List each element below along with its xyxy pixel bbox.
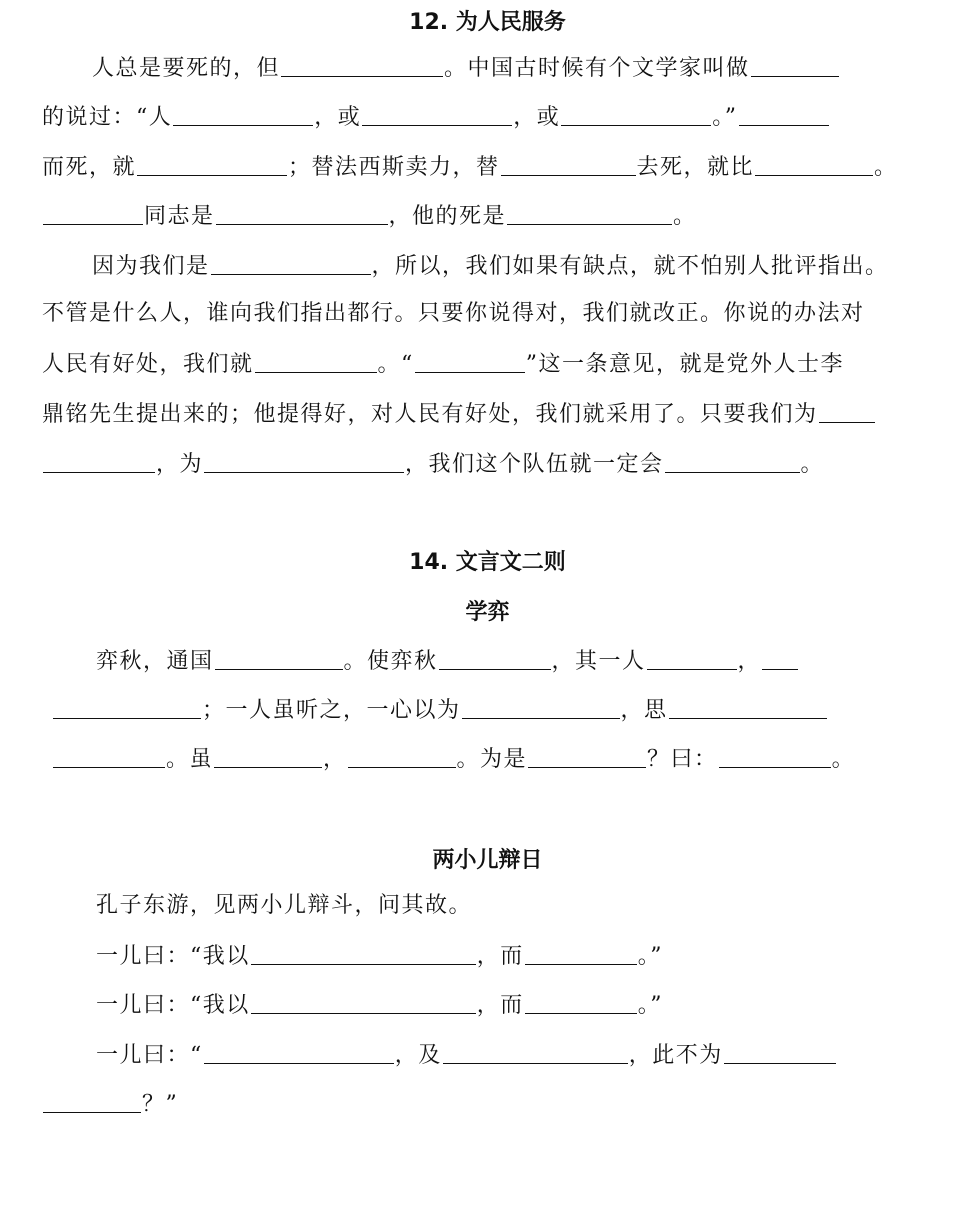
text-segment: ， xyxy=(323,747,347,772)
text-segment: ，或 xyxy=(314,105,362,130)
answer-blank[interactable] xyxy=(43,1086,141,1113)
text-line xyxy=(42,99,830,133)
text-segment: 。” xyxy=(712,105,738,130)
text-line xyxy=(96,987,663,1021)
text-segment: ，而 xyxy=(476,993,524,1018)
text-line xyxy=(42,1086,178,1120)
answer-blank[interactable] xyxy=(525,987,637,1014)
text-segment: ，及 xyxy=(394,1043,442,1068)
text-segment: 鼎铭先生提出来的；他提得好，对人民有好处，我们就采用了。只要我们为 xyxy=(42,402,818,427)
text-line xyxy=(92,50,840,84)
answer-blank[interactable] xyxy=(53,741,165,768)
text-line xyxy=(96,643,799,677)
answer-blank[interactable] xyxy=(755,149,873,176)
answer-blank[interactable] xyxy=(281,50,443,77)
answer-blank[interactable] xyxy=(501,149,636,176)
answer-blank[interactable] xyxy=(719,741,831,768)
answer-blank[interactable] xyxy=(251,938,476,965)
answer-blank[interactable] xyxy=(739,99,829,126)
text-line xyxy=(52,692,828,726)
answer-blank[interactable] xyxy=(669,692,827,719)
text-line xyxy=(96,1037,837,1071)
answer-blank[interactable] xyxy=(443,1037,628,1064)
text-segment: 。中国古时候有个文学家叫做 xyxy=(444,56,750,81)
text-segment: 的说过：“人 xyxy=(42,105,173,130)
section-title-14: 14. 文言文二则 xyxy=(409,550,566,575)
text-segment: ，他的死是 xyxy=(388,204,507,229)
text-line xyxy=(42,346,844,380)
subtitle-xueyi: 学弈 xyxy=(465,600,510,625)
text-segment: 。 xyxy=(831,747,856,772)
text-line xyxy=(42,198,697,232)
text-segment: 一儿曰：“我以 xyxy=(96,993,250,1018)
text-segment: 而死，就 xyxy=(42,155,137,180)
answer-blank[interactable] xyxy=(561,99,711,126)
text-segment: 。” xyxy=(637,993,664,1018)
answer-blank[interactable] xyxy=(53,692,201,719)
answer-blank[interactable] xyxy=(439,643,551,670)
text-segment: ， xyxy=(737,649,762,674)
text-segment: 。使弈秋 xyxy=(343,649,438,674)
answer-blank[interactable] xyxy=(362,99,512,126)
text-segment: ，此不为 xyxy=(628,1043,723,1068)
text-segment: 。 xyxy=(800,452,825,477)
text-line xyxy=(42,149,898,183)
text-segment: ；替法西斯卖力，替 xyxy=(288,155,500,180)
answer-blank[interactable] xyxy=(415,346,525,373)
text-line xyxy=(92,248,889,282)
text-segment: 。为是 xyxy=(456,747,528,772)
answer-blank[interactable] xyxy=(647,643,737,670)
text-segment: ，我们这个队伍就一定会 xyxy=(405,452,664,477)
text-line xyxy=(96,938,663,972)
section-title-12: 12. 为人民服务 xyxy=(409,10,566,35)
text-segment: ，所以，我们如果有缺点，就不怕别人批评指出。 xyxy=(371,254,889,279)
text-segment: 孔子东游，见两小儿辩斗，问其故。 xyxy=(96,893,473,918)
answer-blank[interactable] xyxy=(507,198,672,225)
answer-blank[interactable] xyxy=(255,346,377,373)
answer-blank[interactable] xyxy=(751,50,839,77)
answer-blank[interactable] xyxy=(724,1037,836,1064)
answer-blank[interactable] xyxy=(204,446,404,473)
answer-blank[interactable] xyxy=(665,446,800,473)
text-segment: ，思 xyxy=(620,698,668,723)
text-segment: ，或 xyxy=(513,105,561,130)
answer-blank[interactable] xyxy=(348,741,456,768)
text-segment: ？” xyxy=(142,1092,179,1117)
answer-blank[interactable] xyxy=(137,149,287,176)
answer-blank[interactable] xyxy=(762,643,798,670)
text-segment: 一儿曰：“ xyxy=(96,1043,203,1068)
answer-blank[interactable] xyxy=(43,198,143,225)
text-segment: 。 xyxy=(673,204,697,229)
answer-blank[interactable] xyxy=(204,1037,394,1064)
text-segment: 弈秋，通国 xyxy=(96,649,214,674)
text-segment: ？曰： xyxy=(647,747,718,772)
subtitle-liangxiaoer: 两小儿辩日 xyxy=(432,848,543,873)
answer-blank[interactable] xyxy=(43,446,155,473)
text-segment: ，为 xyxy=(156,452,204,477)
answer-blank[interactable] xyxy=(173,99,313,126)
text-line xyxy=(42,396,876,430)
text-segment: 去死，就比 xyxy=(636,155,755,180)
text-segment: 一儿曰：“我以 xyxy=(96,944,250,969)
text-segment: 人民有好处，我们就 xyxy=(42,352,254,377)
text-segment: 同志是 xyxy=(144,204,215,229)
text-segment: 。” xyxy=(637,944,664,969)
answer-blank[interactable] xyxy=(462,692,620,719)
text-segment: ；一人虽听之，一心以为 xyxy=(202,698,461,723)
text-line xyxy=(96,889,472,923)
text-line xyxy=(52,741,855,775)
text-segment: 人总是要死的，但 xyxy=(92,56,281,81)
text-segment: ，其一人 xyxy=(551,649,646,674)
text-line xyxy=(42,446,824,480)
answer-blank[interactable] xyxy=(251,987,476,1014)
text-segment: 。虽 xyxy=(166,747,214,772)
answer-blank[interactable] xyxy=(525,938,637,965)
text-segment: 因为我们是 xyxy=(92,254,210,279)
answer-blank[interactable] xyxy=(215,643,343,670)
answer-blank[interactable] xyxy=(819,396,875,423)
answer-blank[interactable] xyxy=(528,741,646,768)
text-line xyxy=(42,297,865,331)
answer-blank[interactable] xyxy=(214,741,322,768)
answer-blank[interactable] xyxy=(211,248,371,275)
text-segment: 。“ xyxy=(377,352,414,377)
text-segment: ，而 xyxy=(476,944,524,969)
text-segment: 。 xyxy=(874,155,898,180)
answer-blank[interactable] xyxy=(216,198,388,225)
text-segment: ”这一条意见，就是党外人士李 xyxy=(525,352,845,377)
text-segment: 不管是什么人，谁向我们指出都行。只要你说得对，我们就改正。你说的办法对 xyxy=(42,301,865,326)
